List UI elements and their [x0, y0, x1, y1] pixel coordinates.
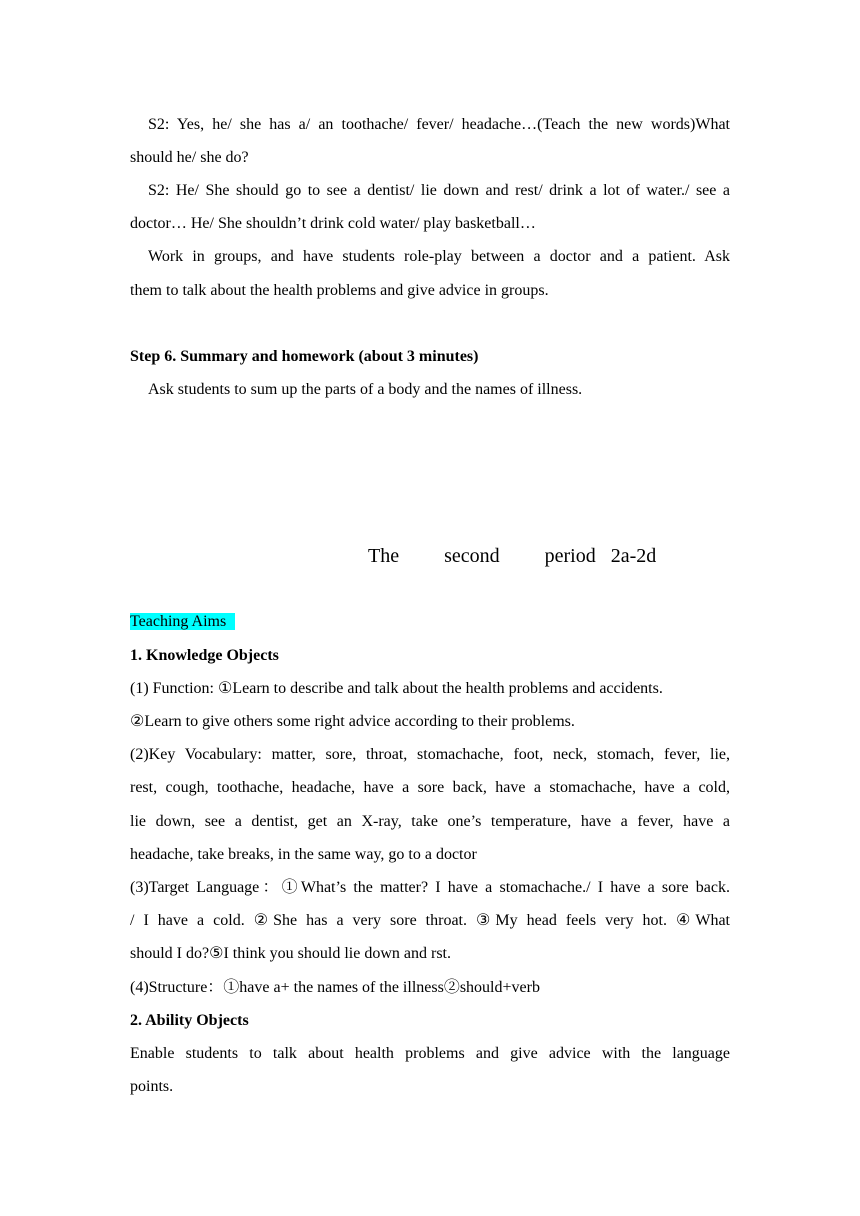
paragraph-line: Work in groups, and have students role-play between a doctor and a patient. Ask — [148, 248, 730, 265]
ability-heading: 2. Ability Objects — [130, 1012, 249, 1029]
vocabulary-line: rest, cough, toothache, headache, have a sore back, have a stomachache, have a cold, — [130, 779, 730, 796]
period-title: The second period 2a-2d — [368, 545, 657, 567]
dialogue-line: should he/ she do? — [130, 149, 249, 166]
paragraph-line: them to talk about the health problems and give advice in groups. — [130, 282, 549, 299]
step6-heading: Step 6. Summary and homework (about 3 minutes) — [130, 348, 479, 365]
target-language-line: should I do?⑤I think you should lie down and rst. — [130, 945, 451, 962]
target-language-line: / I have a cold. ②She has a very sore throat. ③My head feels very hot. ④What — [130, 912, 730, 929]
dialogue-line: S2: Yes, he/ she has a/ an toothache/ fever/ headache…(Teach the new words)What — [148, 116, 730, 133]
step6-text: Ask students to sum up the parts of a body and the names of illness. — [148, 381, 583, 398]
function-line: (1) Function: ①Learn to describe and talk about the health problems and accidents. — [130, 680, 663, 697]
vocabulary-line: (2)Key Vocabulary: matter, sore, throat, stomachache, foot, neck, stomach, fever, lie, — [130, 746, 730, 763]
vocabulary-line: lie down, see a dentist, get an X-ray, take one’s temperature, have a fever, have a — [130, 813, 730, 830]
teaching-aims-label — [130, 610, 730, 634]
target-language-line: (3)Target Language：①What’s the matter? I have a stomachache./ I have a sore back. — [130, 879, 730, 896]
knowledge-heading: 1. Knowledge Objects — [130, 647, 279, 664]
ability-line: Enable students to talk about health problems and give advice with the language — [130, 1045, 730, 1062]
dialogue-line: doctor… He/ She shouldn’t drink cold water/ play basketball… — [130, 215, 536, 232]
structure-line: (4)Structure：①have a+ the names of the illness②should+verb — [130, 979, 540, 996]
highlighted-text: Teaching Aims — [130, 613, 235, 630]
function-line: ②Learn to give others some right advice according to their problems. — [130, 713, 575, 730]
vocabulary-line: headache, take breaks, in the same way, go to a doctor — [130, 846, 477, 863]
ability-line: points. — [130, 1078, 174, 1095]
dialogue-line: S2: He/ She should go to see a dentist/ lie down and rest/ drink a lot of water./ see a — [148, 182, 730, 199]
